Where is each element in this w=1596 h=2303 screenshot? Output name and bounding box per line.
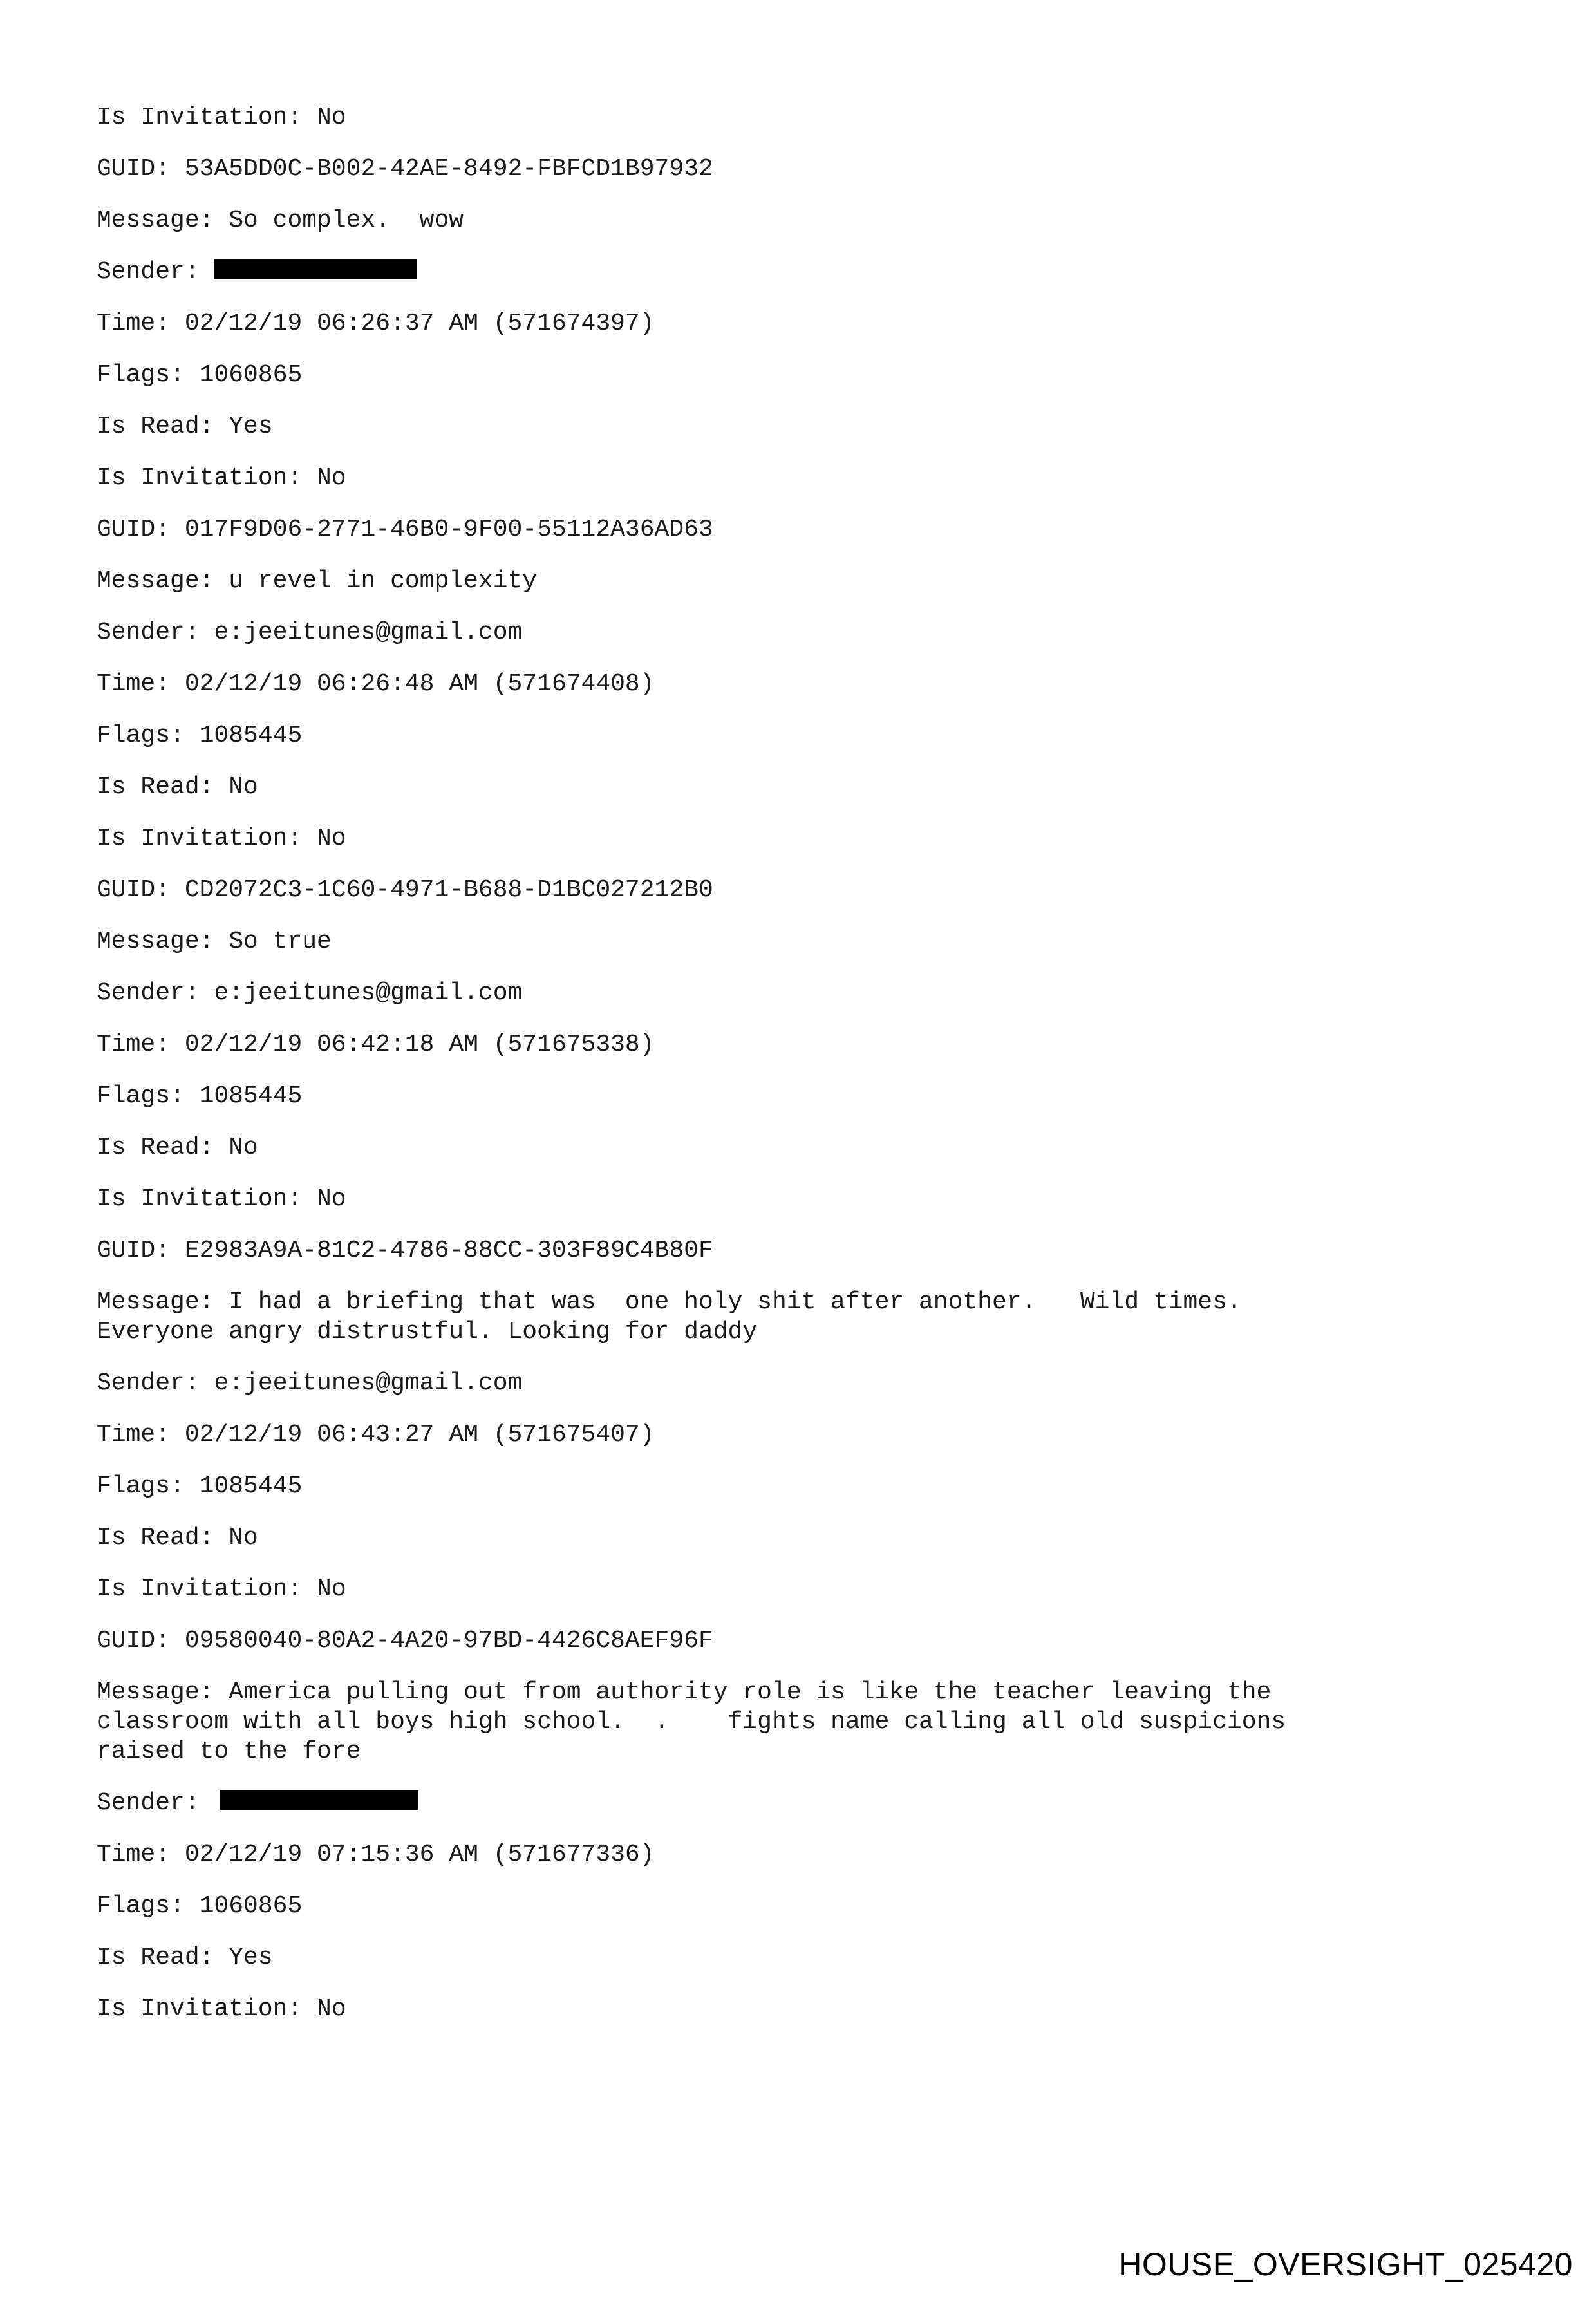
is-read-line: Is Read: Yes [97, 1944, 273, 1971]
message-line: Message: I had a briefing that was one holy shit after another. Wild times. Everyone angry distrustful. Looking for daddy [97, 1288, 1242, 1346]
message-line: Message: So complex. wow [97, 207, 464, 234]
is-read-line: Is Read: No [97, 1524, 258, 1552]
time-line: Time: 02/12/19 06:43:27 AM (571675407) [97, 1421, 655, 1449]
message-line: Message: u revel in complexity [97, 567, 538, 595]
guid-line: GUID: 09580040-80A2-4A20-97BD-4426C8AEF96F [97, 1627, 713, 1655]
time-line: Time: 02/12/19 06:26:48 AM (571674408) [97, 670, 655, 698]
is-invitation-line: Is Invitation: No [97, 1185, 346, 1213]
document-body [97, 103, 1513, 2046]
sender-line: Sender: e:jeeitunes@gmail.com [97, 619, 523, 646]
sender-line: Sender: e:jeeitunes@gmail.com [97, 979, 523, 1007]
is-read-line: Is Read: Yes [97, 413, 273, 440]
time-line: Time: 02/12/19 06:26:37 AM (571674397) [97, 310, 655, 337]
guid-line: GUID: E2983A9A-81C2-4786-88CC-303F89C4B80F [97, 1237, 713, 1264]
time-line: Time: 02/12/19 06:42:18 AM (571675338) [97, 1031, 655, 1058]
is-invitation-line: Is Invitation: No [97, 825, 346, 852]
guid-line: GUID: CD2072C3-1C60-4971-B688-D1BC027212B0 [97, 876, 713, 904]
bates-number: HOUSE_OVERSIGHT_025420 [1118, 2246, 1573, 2282]
flags-line: Flags: 1060865 [97, 361, 303, 389]
is-invitation-line: Is Invitation: No [97, 104, 346, 131]
message-line: Message: America pulling out from authority role is like the teacher leaving the classroom with all boys high school. . fights name calling all old suspicions raised to the fore [97, 1678, 1286, 1765]
is-read-line: Is Read: No [97, 1134, 258, 1161]
sender-label: Sender: [97, 258, 200, 286]
time-line: Time: 02/12/19 07:15:36 AM (571677336) [97, 1841, 655, 1868]
is-read-line: Is Read: No [97, 773, 258, 801]
is-invitation-line: Is Invitation: No [97, 464, 346, 492]
flags-line: Flags: 1085445 [97, 722, 303, 749]
flags-line: Flags: 1085445 [97, 1472, 303, 1500]
sender-line [97, 258, 1513, 287]
guid-line: GUID: 53A5DD0C-B002-42AE-8492-FBFCD1B97932 [97, 155, 713, 183]
sender-line: Sender: e:jeeitunes@gmail.com [97, 1369, 523, 1397]
redaction-box [220, 1790, 418, 1810]
sender-line [97, 1789, 1513, 1818]
is-invitation-line: Is Invitation: No [97, 1995, 346, 2023]
guid-line: GUID: 017F9D06-2771-46B0-9F00-55112A36AD63 [97, 516, 713, 543]
message-line: Message: So true [97, 928, 332, 955]
sender-label: Sender: [97, 1789, 200, 1817]
is-invitation-line: Is Invitation: No [97, 1575, 346, 1603]
flags-line: Flags: 1085445 [97, 1082, 303, 1110]
flags-line: Flags: 1060865 [97, 1892, 303, 1920]
redaction-box [214, 259, 417, 279]
